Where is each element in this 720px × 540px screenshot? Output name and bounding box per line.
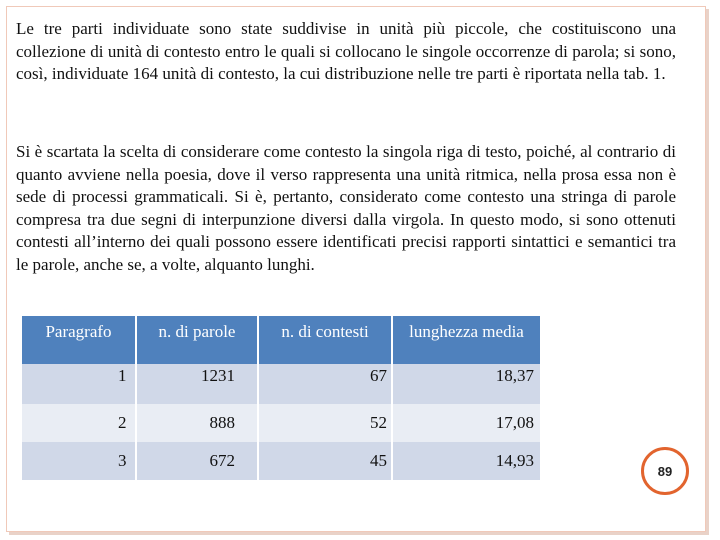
- cell-contesti: 67: [258, 364, 392, 404]
- table-row: [22, 404, 540, 442]
- cell-contesti: 45: [258, 442, 392, 480]
- table-header: [22, 316, 540, 364]
- header-contesti: n. di contesti: [258, 316, 392, 364]
- data-table: [22, 316, 540, 480]
- paragraph-1: Le tre parti individuate sono state suddivise in unità più piccole, che costituiscono una collezione di unità di contesto entro le quali si collocano le singole occorrenze di parola; si sono, così, individuate 164 unità di contesto, la cui distribuzione nelle tre parti è riportata nella tab. 1.: [16, 19, 676, 83]
- cell-parole: 672: [136, 442, 258, 480]
- table-header-row: [22, 316, 540, 364]
- table-row: [22, 364, 540, 404]
- page-number-badge: [641, 447, 689, 495]
- cell-parole: 1231: [136, 364, 258, 404]
- page-number: 89: [657, 463, 673, 479]
- cell-paragrafo: 3: [22, 442, 136, 480]
- cell-lunghezza: 14,93: [392, 442, 540, 480]
- cell-paragrafo: 2: [22, 404, 136, 442]
- header-lunghezza: lunghezza media: [392, 316, 540, 364]
- cell-contesti: 52: [258, 404, 392, 442]
- cell-lunghezza: 17,08: [392, 404, 540, 442]
- paragraph-2: Si è scartata la scelta di considerare come contesto la singola riga di testo, poiché, al contrario di quanto avviene nella poesia, dove il verso rappresenta una unità ritmica, nella prosa essa non è sede di processi grammaticali. Si è, pertanto, considerato come contesto una stringa di parole compresa tra due segni di interpunzione diversi dalla virgola. In questo modo, si sono ottenuti contesti all’interno dei quali possono essere identificati precisi rapporti sintattici e semantici tra le parole, anche se, a volte, alquanto lunghi.: [16, 142, 676, 274]
- cell-parole: 888: [136, 404, 258, 442]
- cell-lunghezza: 18,37: [392, 364, 540, 404]
- table-row: [22, 442, 540, 480]
- table-body: [22, 364, 540, 480]
- cell-paragrafo: 1: [22, 364, 136, 404]
- header-paragrafo: Paragrafo: [22, 316, 136, 364]
- header-parole: n. di parole: [136, 316, 258, 364]
